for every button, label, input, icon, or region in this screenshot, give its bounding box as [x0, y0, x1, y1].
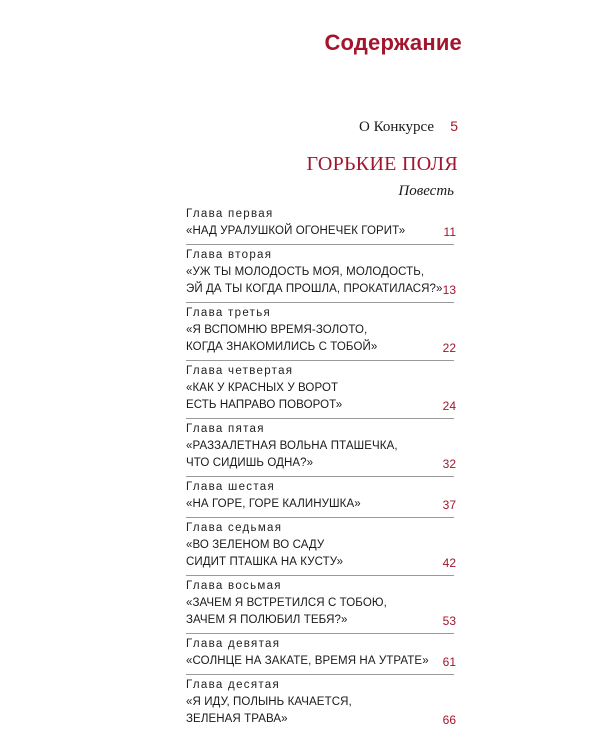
chapter-page-number: 42 — [442, 556, 456, 570]
toc-entry-intro — [186, 118, 458, 136]
chapter-title-line: ЧТО СИДИШЬ ОДНА?» — [186, 457, 314, 469]
chapter-entry — [186, 204, 458, 244]
chapter-title-line: «Я ВСПОМНЮ ВРЕМЯ-ЗОЛОТО, — [186, 324, 368, 336]
chapter-label: Глава десятая — [186, 679, 281, 691]
chapter-title-line: «НАД УРАЛУШКОЙ ОГОНЕЧЕК ГОРИТ» — [186, 225, 406, 237]
chapter-entry — [186, 518, 458, 575]
chapter-page-number: 37 — [442, 498, 456, 512]
section-subtitle: Повесть — [398, 183, 454, 199]
chapter-label: Глава третья — [186, 307, 272, 319]
chapter-entry — [186, 419, 458, 476]
chapter-label: Глава четвертая — [186, 365, 294, 377]
chapter-title-line: ЭЙ ДА ТЫ КОГДА ПРОШЛА, ПРОКАТИЛАСЯ?» — [186, 283, 443, 295]
chapter-entry — [186, 361, 458, 418]
chapter-title-line: «ЗАЧЕМ Я ВСТРЕТИЛСЯ С ТОБОЮ, — [186, 597, 387, 609]
chapter-page-number: 13 — [442, 283, 456, 297]
chapter-entry — [186, 245, 458, 302]
chapter-page-number: 53 — [442, 614, 456, 628]
chapter-page-number: 61 — [442, 655, 456, 669]
chapter-entry — [186, 634, 458, 674]
chapter-title-line: «РАЗЗАЛЕТНАЯ ВОЛЬНА ПТАШЕЧКА, — [186, 440, 398, 452]
chapter-title-line: «ВО ЗЕЛЕНОМ ВО САДУ — [186, 539, 325, 551]
chapter-title-line: СИДИТ ПТАШКА НА КУСТУ» — [186, 556, 344, 568]
chapter-title-line: «НА ГОРЕ, ГОРЕ КАЛИНУШКА» — [186, 498, 361, 510]
chapter-title-line: КОГДА ЗНАКОМИЛИСЬ С ТОБОЙ» — [186, 341, 378, 353]
chapter-label: Глава девятая — [186, 638, 281, 650]
chapter-title-line: «СОЛНЦЕ НА ЗАКАТЕ, ВРЕМЯ НА УТРАТЕ» — [186, 655, 429, 667]
chapter-label: Глава пятая — [186, 423, 265, 435]
chapter-page-number: 24 — [442, 399, 456, 413]
section-title: ГОРЬКИЕ ПОЛЯ — [306, 153, 458, 175]
chapter-page-number: 11 — [443, 225, 456, 239]
chapter-page-number: 22 — [442, 341, 456, 355]
chapter-title-line: ЕСТЬ НАПРАВО ПОВОРОТ» — [186, 399, 343, 411]
chapter-entry — [186, 303, 458, 360]
chapter-page-number: 66 — [442, 713, 456, 727]
chapter-entry — [186, 675, 458, 732]
chapter-title-line: «КАК У КРАСНЫХ У ВОРОТ — [186, 382, 339, 394]
chapter-label: Глава шестая — [186, 481, 275, 493]
chapter-label: Глава восьмая — [186, 580, 282, 592]
chapter-list — [186, 204, 458, 732]
toc-entry-label: О Конкурсе — [359, 119, 434, 135]
chapter-title-line: «Я ИДУ, ПОЛЫНЬ КАЧАЕТСЯ, — [186, 696, 352, 708]
toc-entry-page-number: 5 — [450, 118, 458, 134]
chapter-label: Глава первая — [186, 208, 274, 220]
chapter-page-number: 32 — [442, 457, 456, 471]
chapter-entry — [186, 576, 458, 633]
chapter-entry — [186, 477, 458, 517]
chapter-title-line: ЗАЧЕМ Я ПОЛЮБИЛ ТЕБЯ?» — [186, 614, 348, 626]
chapter-title-line: ЗЕЛЕНАЯ ТРАВА» — [186, 713, 288, 725]
page-title: Содержание — [324, 30, 462, 55]
chapter-label: Глава вторая — [186, 249, 273, 261]
chapter-label: Глава седьмая — [186, 522, 283, 534]
chapter-title-line: «УЖ ТЫ МОЛОДОСТЬ МОЯ, МОЛОДОСТЬ, — [186, 266, 425, 278]
